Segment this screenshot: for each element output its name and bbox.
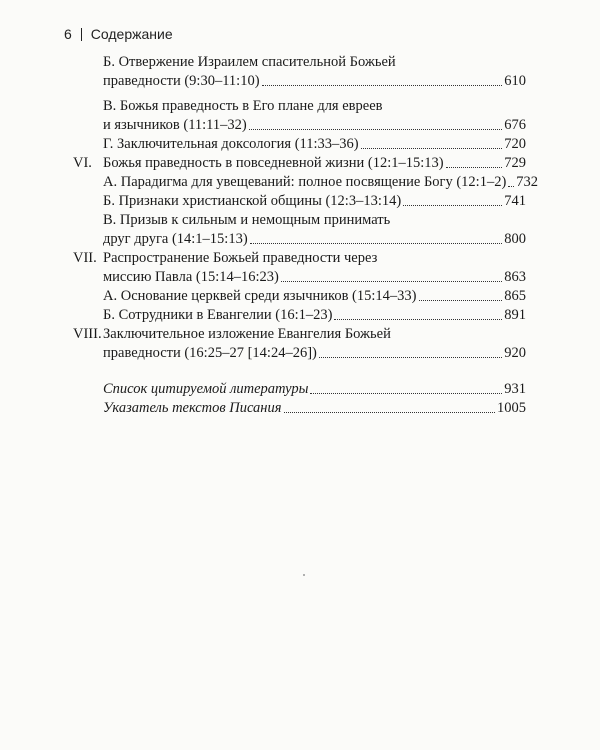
dot-leader [508,186,514,187]
toc-entry [103,399,526,417]
toc-page-number: 610 [504,73,526,89]
toc-entry-title: праведности (16:25–27 [14:24–26]) [103,345,317,361]
toc-page-number: 931 [504,381,526,397]
toc-page-number: 741 [504,193,526,209]
section-number: VII. [73,250,97,266]
section-number: VIII. [73,326,102,342]
dot-leader [319,357,502,358]
toc-entry-title: друг друга (14:1–15:13) [103,231,248,247]
toc-entry [103,173,539,191]
dot-leader [419,300,503,301]
toc-page-number: 865 [504,288,526,304]
toc-entry-title [73,154,444,172]
dot-leader [250,243,503,244]
dot-leader [284,412,496,413]
toc-entry-title: и язычников (11:11–32) [103,117,247,133]
section-title: Распространение Божьей праведности через [103,250,378,266]
toc-entry [73,154,526,172]
dot-leader [446,167,503,168]
dot-leader [361,148,503,149]
paper-speck [303,574,305,576]
toc-page-number: 720 [504,136,526,152]
toc-entry [103,344,526,362]
dot-leader [262,85,503,86]
toc-entry-line [73,249,377,267]
toc-entry [103,380,526,398]
dot-leader [249,129,503,130]
toc-entry [103,135,526,153]
toc-entry-title: Б. Сотрудники в Евангелии (16:1–23) [103,307,333,323]
toc-entry-title: А. Основание церквей среди язычников (15:14–33) [103,288,417,304]
toc-entry-title: Список цитируемой литературы [103,381,309,397]
toc-entry-title: Указатель текстов Писания [103,400,282,416]
dot-leader [310,393,502,394]
toc-entry-line [73,325,391,343]
section-number: VI. [73,155,92,171]
toc-page-number: 891 [504,307,526,323]
toc-entry-line: В. Божья праведность в Его плане для евреев [103,98,383,114]
toc-entry [103,268,526,286]
section-title: Божья праведность в повседневной жизни (12:1–15:13) [103,155,444,171]
toc-entry [103,72,526,90]
dot-leader [334,319,502,320]
toc-page-number: 800 [504,231,526,247]
section-title: Заключительное изложение Евангелия Божьей [103,326,391,342]
toc-page-number: 732 [516,174,539,190]
header-divider [81,28,82,41]
toc-page-number: 920 [504,345,526,361]
toc-entry [103,230,526,248]
toc-entry [103,116,526,134]
running-header [64,26,173,42]
toc-page-number: 729 [504,155,526,171]
toc-entry [103,192,526,210]
toc-entry-line: В. Призыв к сильным и немощным принимать [103,212,391,228]
toc-page-number: 1005 [497,400,526,416]
toc-entry-title: А. Парадигма для увещеваний: полное посвящение Богу (12:1–2) [103,174,507,190]
header-title: Содержание [90,26,173,42]
toc-entry-title: праведности (9:30–11:10) [103,73,260,89]
dot-leader [281,281,502,282]
toc-entry-title: Г. Заключительная доксология (11:33–36) [103,136,359,152]
toc-entry [103,306,526,324]
toc-entry-title: миссию Павла (15:14–16:23) [103,269,279,285]
toc-entry-title: Б. Признаки христианской общины (12:3–13:14) [103,193,402,209]
dot-leader [403,205,502,206]
header-page-number: 6 [64,26,72,42]
toc-entry-line: Б. Отвержение Израилем спасительной Божьей [103,54,396,70]
toc-page-number: 863 [504,269,526,285]
toc-entry [103,287,526,305]
toc-page-number: 676 [504,117,526,133]
